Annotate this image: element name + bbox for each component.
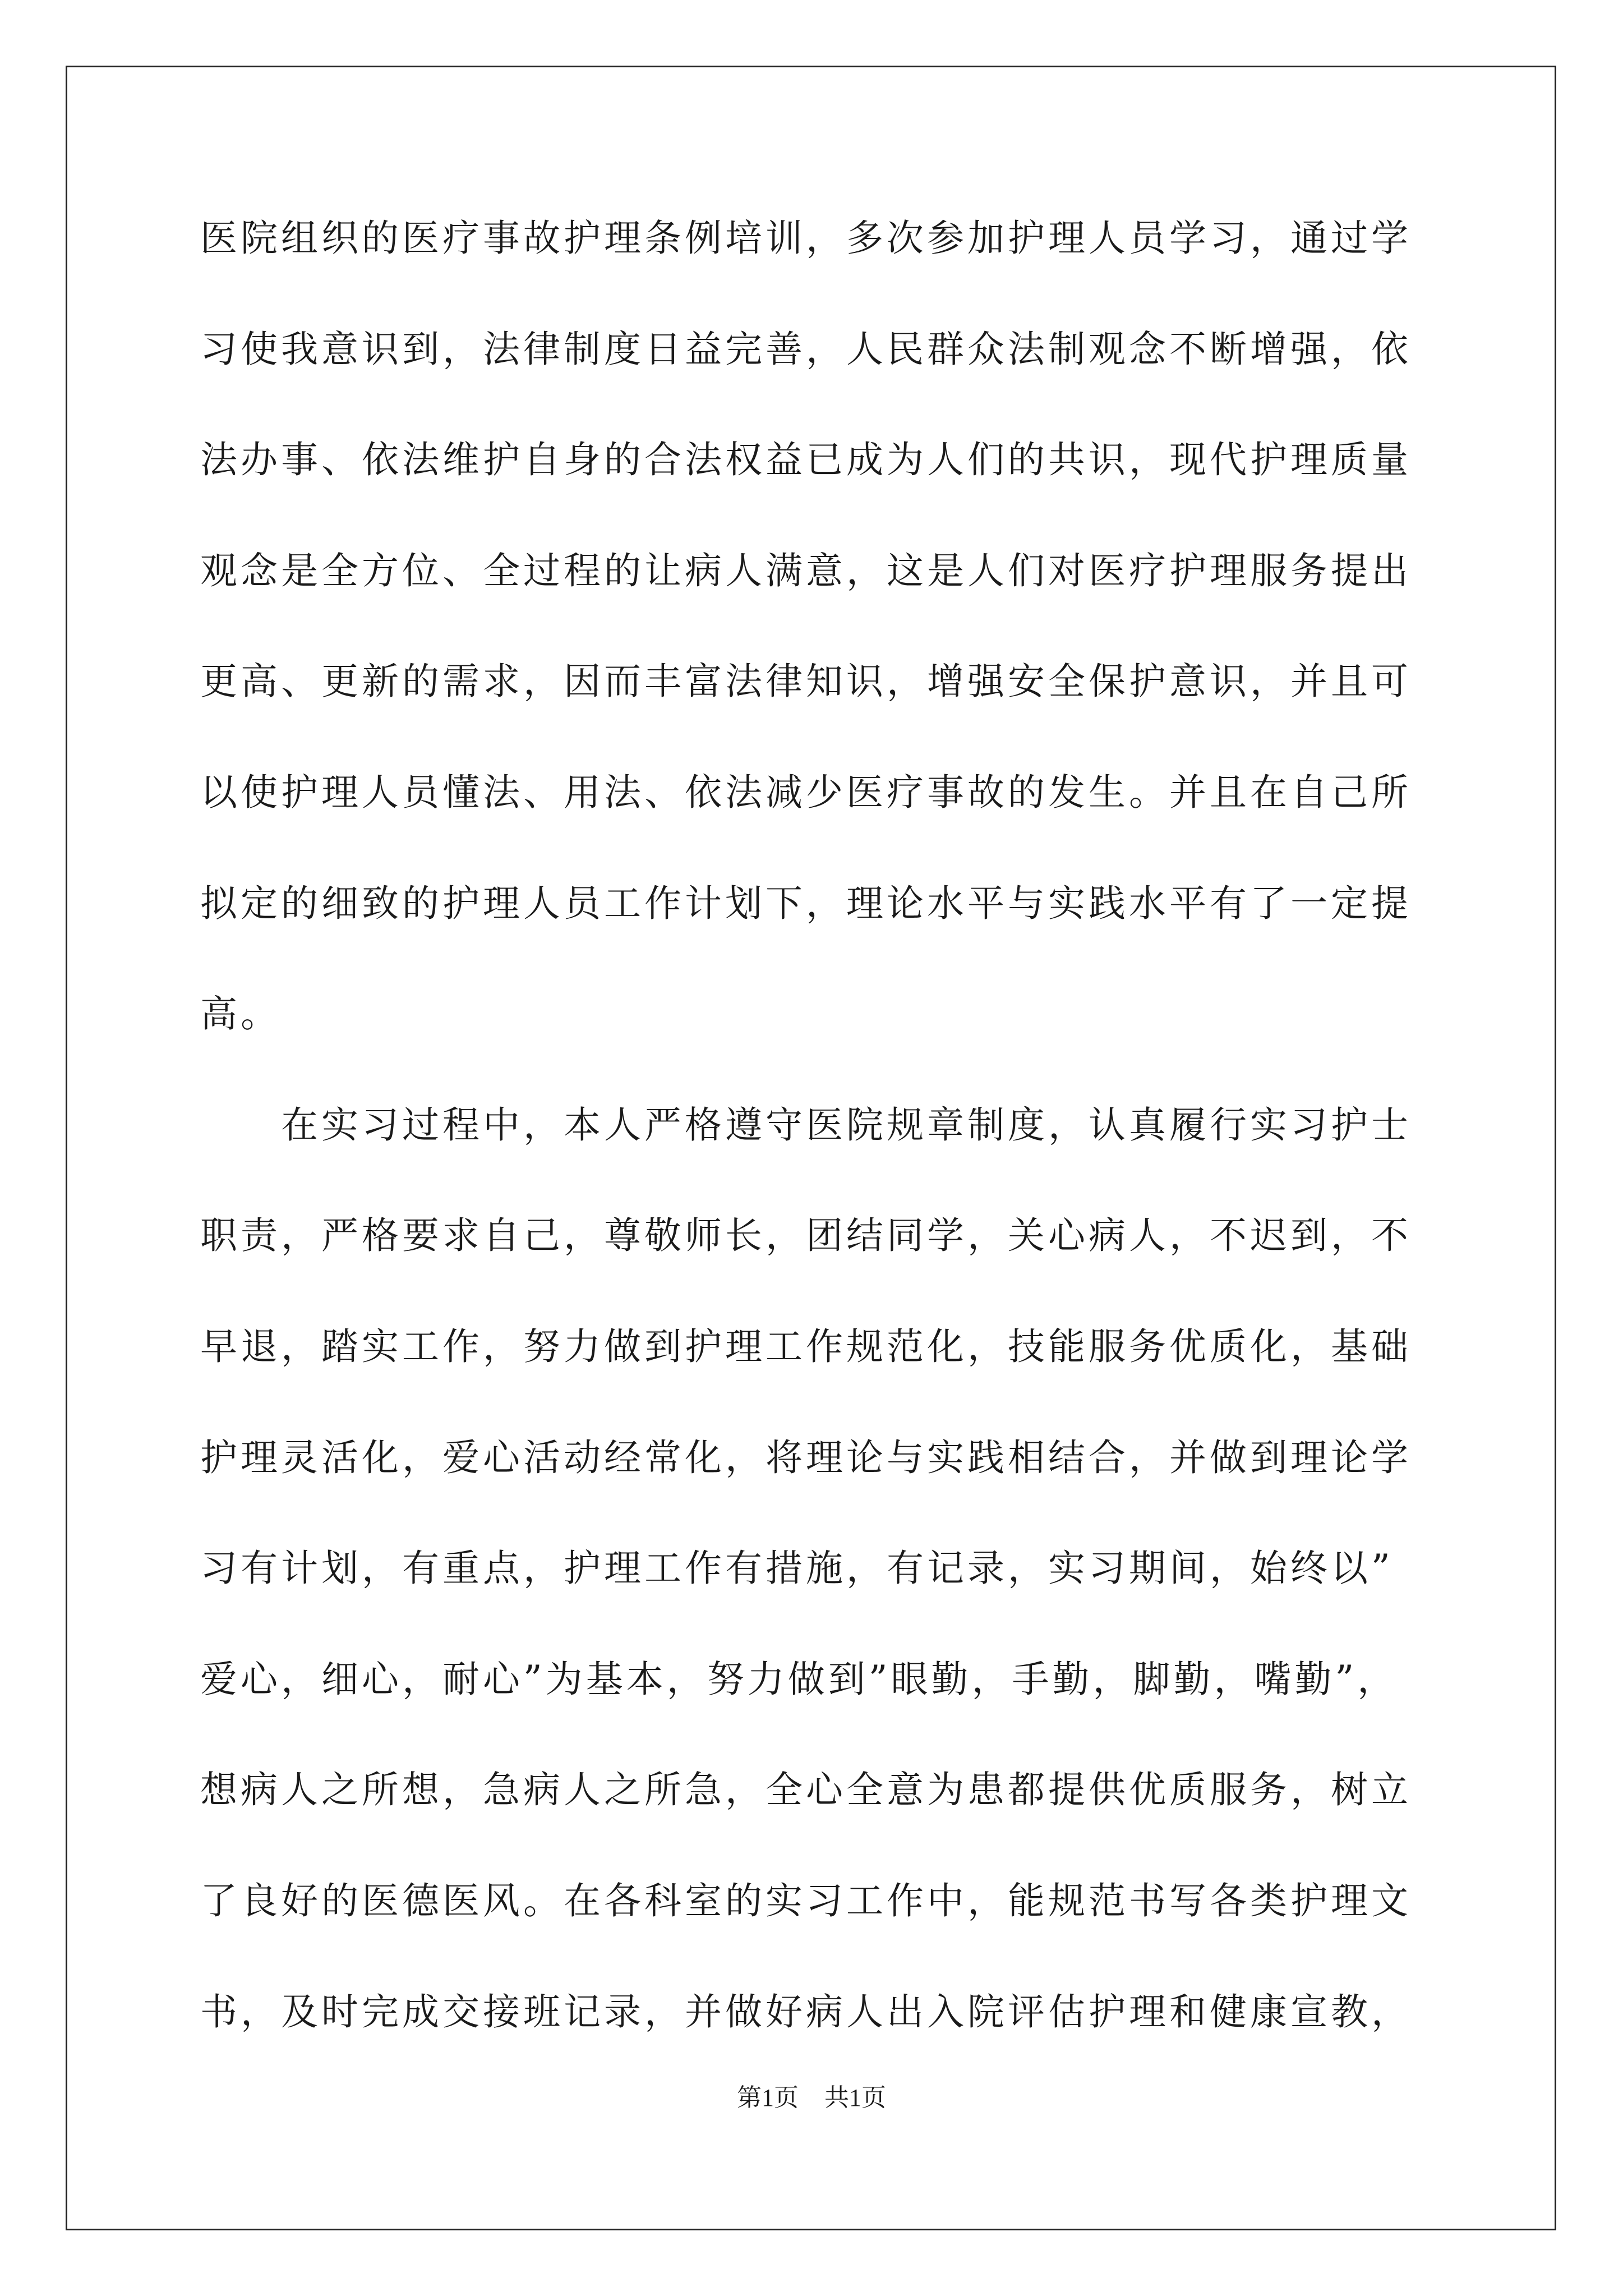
text-line: 更高、更新的需求，因而丰富法律知识，增强安全保护意识，并且可 [200, 660, 1412, 703]
page-footer [0, 2086, 1623, 2110]
text-line: 习有计划，有重点，护理工作有措施，有记录，实习期间，始终以” [200, 1547, 1394, 1590]
text-line: 法办事、依法维护自身的合法权益已成为人们的共识，现代护理质量 [200, 438, 1412, 482]
text-line: 医院组织的医疗事故护理条例培训，多次参加护理人员学习，通过学 [200, 217, 1412, 260]
text-line: 观念是全方位、全过程的让病人满意，这是人们对医疗护理服务提出 [200, 549, 1412, 592]
text-line: 早退，踏实工作，努力做到护理工作规范化，技能服务优质化，基础 [200, 1324, 1412, 1368]
page-total: 共1页 [824, 2084, 886, 2111]
text-line: 书，及时完成交接班记录，并做好病人出入院评估护理和健康宣教， [200, 1990, 1412, 2033]
text-line: 高。 [200, 992, 281, 1036]
document-body [200, 217, 1434, 2104]
text-line: 想病人之所想，急病人之所急，全心全意为患都提供优质服务，树立 [200, 1768, 1412, 1812]
text-line: 在实习过程中，本人严格遵守医院规章制度，认真履行实习护士 [200, 1103, 1412, 1147]
text-line: 拟定的细致的护理人员工作计划下，理论水平与实践水平有了一定提 [200, 881, 1412, 925]
text-line: 爱心，细心，耐心”为基本，努力做到”眼勤，手勤，脚勤，嘴勤”， [200, 1657, 1398, 1701]
text-line: 习使我意识到，法律制度日益完善，人民群众法制观念不断增强，依 [200, 327, 1412, 371]
text-line: 职责，严格要求自己，尊敬师长，团结同学，关心病人，不迟到，不 [200, 1214, 1412, 1258]
text-line: 以使护理人员懂法、用法、依法减少医疗事故的发生。并且在自己所 [200, 770, 1412, 814]
text-line: 了良好的医德医风。在各科室的实习工作中，能规范书写各类护理文 [200, 1879, 1412, 1922]
page-number: 第1页 [737, 2084, 799, 2111]
text-line: 护理灵活化，爱心活动经常化，将理论与实践相结合，并做到理论学 [200, 1435, 1412, 1479]
